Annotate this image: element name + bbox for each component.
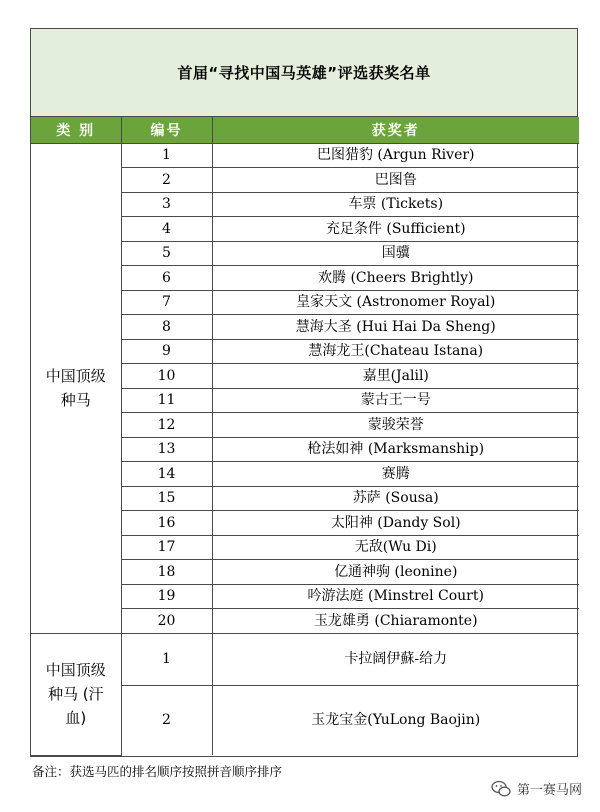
row-winner: 枪法如神 (Marksmanship): [212, 437, 579, 462]
row-number: 18: [121, 560, 212, 585]
table-title: 首届“寻找中国马英雄”评选获奖名单: [31, 29, 577, 117]
category-line: 中国顶级: [45, 367, 106, 385]
row-number: 6: [121, 266, 212, 291]
category-line: 中国顶级: [45, 661, 106, 679]
row-number: 5: [121, 241, 212, 266]
row-number: 8: [121, 315, 212, 340]
row-number: 20: [121, 609, 212, 634]
award-table-frame: [30, 28, 578, 757]
row-winner: 欢腾 (Cheers Brightly): [212, 266, 579, 291]
table-row: [31, 143, 579, 168]
row-number: 10: [121, 364, 212, 389]
row-winner: 嘉里(Jalil): [212, 364, 579, 389]
category-cell-blood-stallion: [31, 633, 121, 755]
row-winner: 玉龙雄勇 (Chiaramonte): [212, 609, 579, 634]
footnote: 备注：获选马匹的排名顺序按照拼音顺序排序: [32, 764, 283, 779]
row-number: 19: [121, 584, 212, 609]
header-winner: 获奖者: [212, 117, 579, 143]
category-line: 种马 (汗: [47, 685, 104, 703]
row-winner: 无敌(Wu Di): [212, 535, 579, 560]
row-number: 13: [121, 437, 212, 462]
row-number: 11: [121, 388, 212, 413]
row-number: 2: [121, 168, 212, 193]
row-winner: 巴图猎豹 (Argun River): [212, 143, 579, 168]
row-winner: 蒙古王一号: [212, 388, 579, 413]
row-winner: 苏萨 (Sousa): [212, 486, 579, 511]
row-winner: 国骥: [212, 241, 579, 266]
row-winner: 吟游法庭 (Minstrel Court): [212, 584, 579, 609]
row-winner: 玉龙宝金(YuLong Baojin): [212, 685, 579, 755]
row-winner: 巴图鲁: [212, 168, 579, 193]
row-winner: 蒙骏荣誉: [212, 413, 579, 438]
row-number: 15: [121, 486, 212, 511]
table-row: [31, 633, 579, 685]
row-winner: 卡拉阔伊蘇-给力: [212, 633, 579, 685]
category-cell-top-stallion: [31, 143, 121, 633]
row-number: 2: [121, 685, 212, 755]
row-winner: 皇家天文 (Astronomer Royal): [212, 290, 579, 315]
row-winner: 赛腾: [212, 462, 579, 487]
row-winner: 慧海龙王(Chateau Istana): [212, 339, 579, 364]
watermark: [491, 779, 582, 798]
row-number: 9: [121, 339, 212, 364]
row-winner: 慧海大圣 (Hui Hai Da Sheng): [212, 315, 579, 340]
award-table: [31, 117, 579, 756]
header-number: 编号: [121, 117, 212, 143]
row-number: 14: [121, 462, 212, 487]
row-number: 1: [121, 143, 212, 168]
row-winner: 亿通神驹 (leonine): [212, 560, 579, 585]
watermark-text: 第一赛马网: [516, 783, 582, 798]
header-category: 类 别: [31, 117, 121, 143]
category-line: 种马: [60, 391, 91, 409]
row-number: 17: [121, 535, 212, 560]
row-number: 4: [121, 217, 212, 242]
wechat-icon: [491, 780, 511, 798]
row-winner: 车票 (Tickets): [212, 192, 579, 217]
row-winner: 充足条件 (Sufficient): [212, 217, 579, 242]
category-line: 血): [65, 709, 87, 727]
row-number: 16: [121, 511, 212, 536]
row-winner: 太阳神 (Dandy Sol): [212, 511, 579, 536]
row-number: 1: [121, 633, 212, 685]
row-number: 3: [121, 192, 212, 217]
row-number: 7: [121, 290, 212, 315]
row-number: 12: [121, 413, 212, 438]
header-row: [31, 117, 579, 143]
